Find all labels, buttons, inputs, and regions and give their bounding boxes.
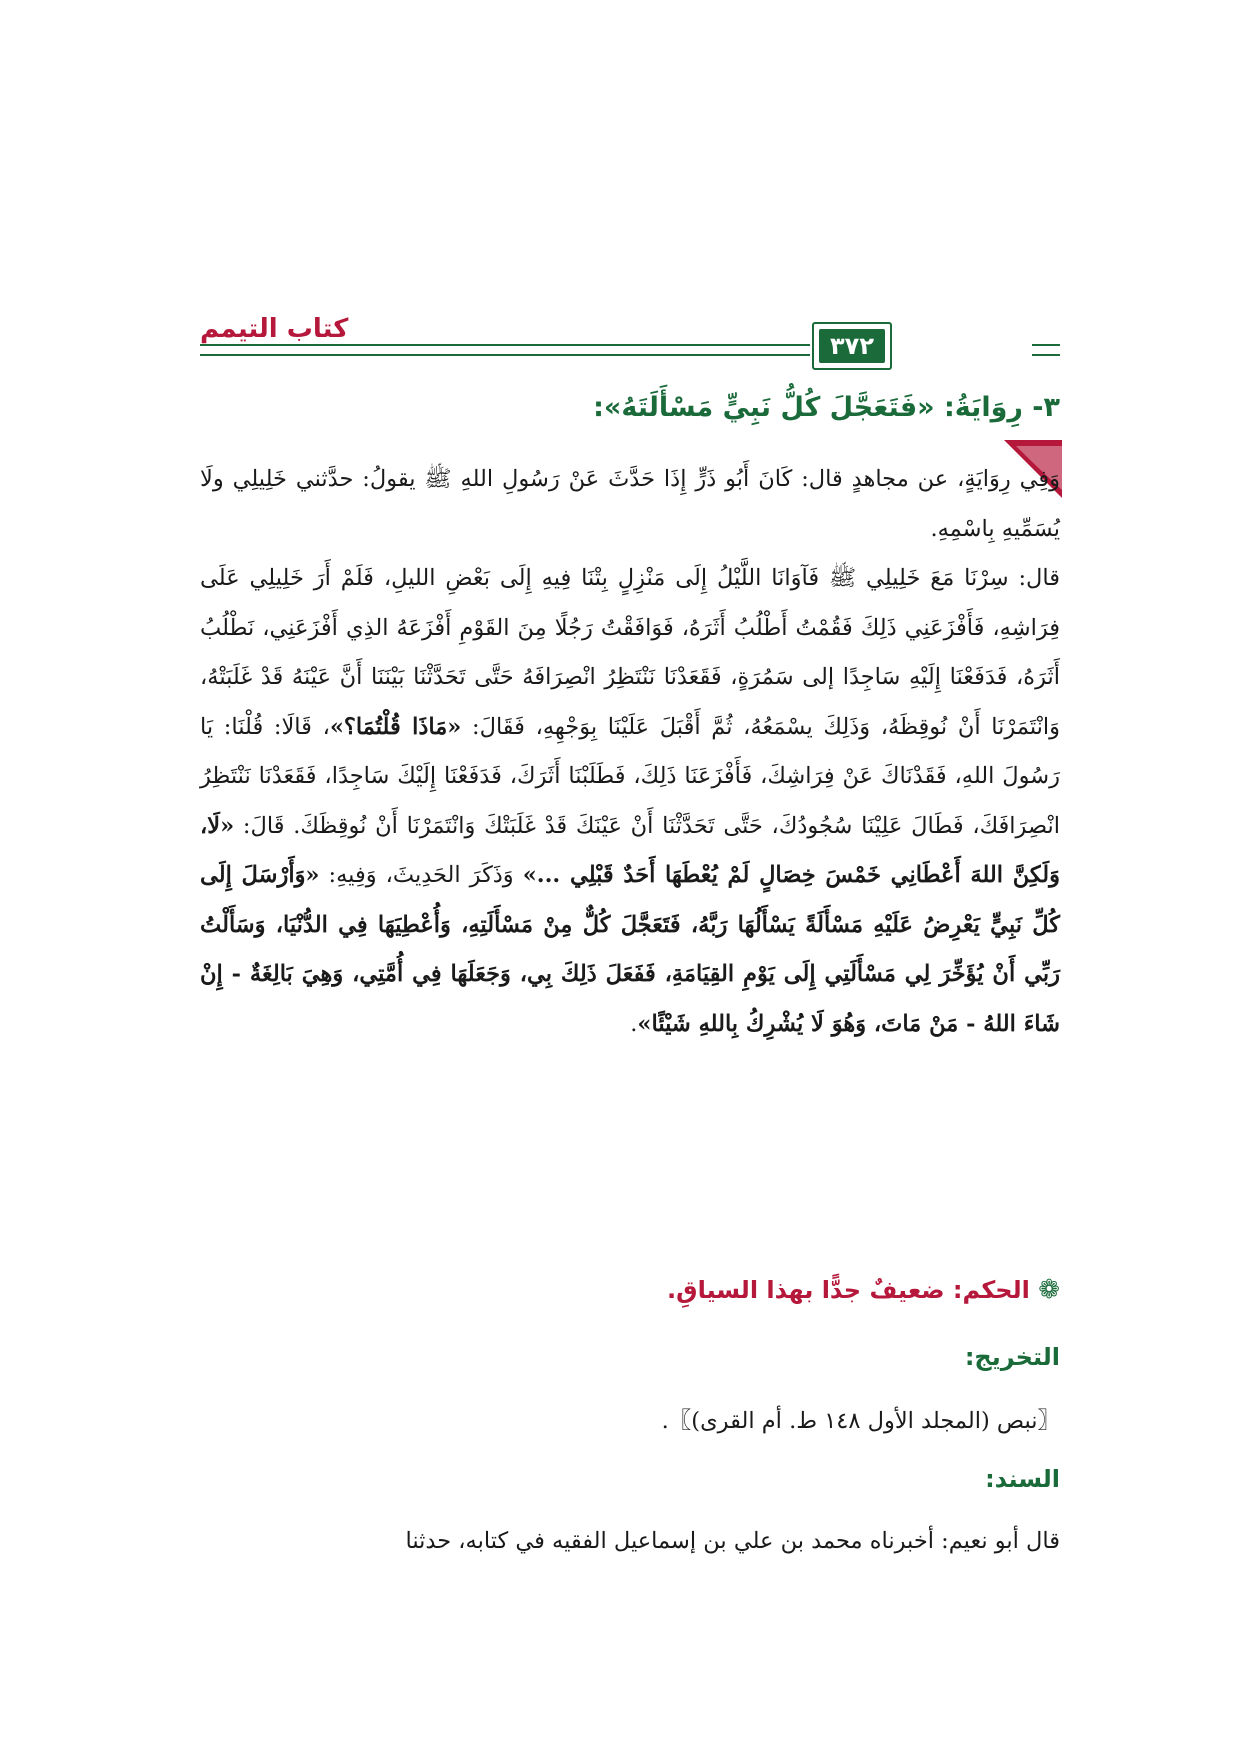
hadith-text	[200, 455, 1060, 1049]
book-title: كتاب التيمم	[200, 314, 349, 344]
narration-part-2: ، قَالَا: قُلْنَا: يَا رَسُولَ اللهِ، فَقَدْنَاكَ عَنْ فِرَاشِكَ، فَأَفْزَعَنَا ذَلِكَ، فَطَلَبْنَا أَثَرَكَ، فَدَفَعْنَا إِلَيْكَ سَاجِدًا، فَقَعَدْنَا نَنْتَظِرُ انْصِرَافَكَ، فَطَالَ عَلِيْنَا سُجُودُكَ، حَتَّى تَحَدَّثْنَا أَنْ عَيْنَكَ قَدْ غَلَبَتْكَ وَانْتَمَرْنَا أَنْ نُوقِظَكَ. قَالَ:	[200, 713, 1060, 839]
flower-icon: ❁	[1038, 1275, 1060, 1305]
page-number-frame	[812, 322, 892, 370]
quote-question: «مَاذَا قُلْتُمَا؟»	[329, 713, 462, 740]
header-rule-right	[1032, 344, 1060, 356]
takhrij-heading: التخريج:	[964, 1343, 1060, 1371]
ruling-label: الحكم:	[952, 1276, 1030, 1304]
ruling-value: ضعيفٌ جدًّا بهذا السياقِ.	[667, 1276, 945, 1304]
quote-five-traits: «لَا، وَلَكِنَّ اللهَ أَعْطَانِي خَمْسَ خِصَالٍ لَمْ يُعْطَهَا أَحَدٌ قَبْلِي ...»	[200, 812, 1060, 888]
page-header	[200, 314, 1060, 378]
narration-part-3: وَذَكَرَ الحَدِيثَ، وَفِيهِ:	[328, 862, 514, 888]
paragraph-narration	[200, 554, 1060, 1049]
header-rule-left	[200, 344, 810, 356]
ruling-line	[667, 1275, 1060, 1305]
section-heading: ٣- رِوَايَةُ: «فَتَعَجَّلَ كُلُّ نَبِيٍّ مَسْأَلَتَهُ»:	[593, 392, 1060, 423]
quote-intercession: «وَأَرْسَلَ إِلَى كُلِّ نَبِيٍّ يَعْرِضُ عَلَيْهِ مَسْأَلَةً يَسْأَلُهَا رَبَّهُ، فَتَعَجَّلَ كُلٌّ مِنْ مَسْأَلَتِهِ، وَأُعْطِيَهَا فِي الدُّنْيَا، وَسَأَلْتُ رَبِّي أَنْ يُؤَخِّرَ لِي مَسْأَلَتِي إِلَى يَوْمِ القِيَامَةِ، فَفَعَلَ ذَلِكَ بِي، وَجَعَلَهَا فِي أُمَّتِي، وَهِيَ بَالِغَةٌ - إِنْ شَاءَ اللهُ - مَنْ مَاتَ، وَهُوَ لَا يُشْرِكُ بِاللهِ شَيْئًا»	[200, 862, 1060, 1037]
page-number: ٣٧٢	[819, 329, 885, 363]
narration-part-1: قال: سِرْنَا مَعَ خَلِيلِي ﷺ فَآوَانَا اللَّيْلُ إِلَى مَنْزِلٍ بِتْنَا فِيهِ إِلَى بَعْضِ الليلِ، فَلَمْ أَرَ خَلِيلِي عَلَى فِرَاشِهِ، فَأَفْزَعَنِي ذَلِكَ فَقُمْتُ أَطْلُبُ أَثَرَهُ، فَوَافَقْتُ رَجُلًا مِنَ القَوْمِ أَفْزَعَهُ الذِي أَفْزَعَنِي، نَطْلُبُ أَثَرَهُ، فَدَفَعْنَا إِلَيْهِ سَاجِدًا إلى سَمُرَةٍ، فَقَعَدْنَا نَنْتَظِرُ انْصِرَافَهُ حَتَّى تَحَدَّثْنَا بَيْنَنَا أَنَّ عَيْنَهُ قَدْ غَلَبَتْهُ، وَانْتَمَرْنَا أَنْ نُوقِظَهُ، وَذَلِكَ يسْمَعُهُ، ثُمَّ أَقْبَلَ عَلَيْنَا بِوَجْهِهِ، فَقَالَ:	[200, 565, 1061, 740]
sanad-heading: السند:	[985, 1465, 1060, 1493]
paragraph-intro: وَفِي رِوَايَةٍ، عن مجاهدٍ قال: كَانَ أَبُو ذَرٍّ إِذَا حَدَّثَ عَنْ رَسُولِ اللهِ ﷺ يقولُ: حدَّثني خَلِيلِي ولَا يُسَمِّيهِ بِاسْمِهِ.	[200, 466, 1060, 542]
takhrij-text: 〖نبص (المجلد الأول ١٤٨ ط. أم القرى)〗.	[661, 1408, 1060, 1434]
sanad-text: قال أبو نعيم: أخبرناه محمد بن علي بن إسماعيل الفقيه في كتابه، حدثنا	[405, 1528, 1060, 1554]
narration-end: .	[630, 1010, 638, 1037]
